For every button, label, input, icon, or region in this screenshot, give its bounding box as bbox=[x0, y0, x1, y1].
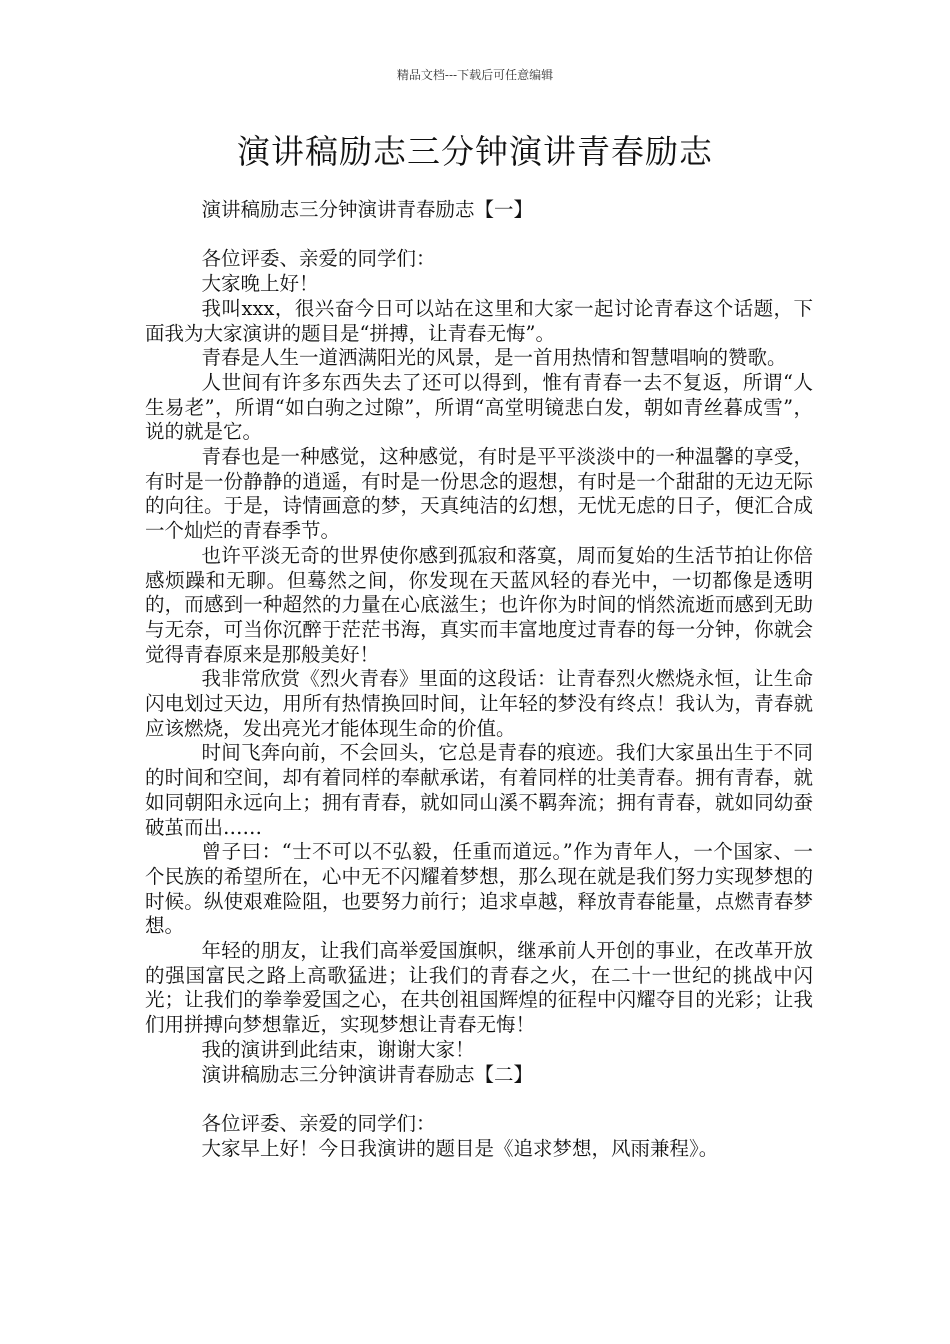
section-heading-2: 演讲稿励志三分钟演讲青春励志【二】 bbox=[201, 1062, 534, 1086]
paragraph: 也许平淡无奇的世界使你感到孤寂和落寞，周而复始的生活节拍让你倍感烦躁和无聊。但蓦然之间，你发现在天蓝风轻的春光中，一切都像是透明的，而感到一种超然的力量在心底滋生；也许你为时间的悄然流逝而感到无助与无奈，可当你沉醉于茫茫书海，真实而丰富地度过青春的每一分钟，你就会觉得青春原来是那般美好！ bbox=[145, 543, 813, 666]
paragraph: 青春是人生一道洒满阳光的风景，是一首用热情和智慧唱响的赞歌。 bbox=[201, 346, 787, 370]
paragraph: 曾子曰：“士不可以不弘毅，任重而道远。”作为青年人，一个国家、一个民族的希望所在，心中无不闪耀着梦想，那么现在就是我们努力实现梦想的时候。纵使艰难险阻，也要努力前行；追求卓越，释放青春能量，点燃青春梦想。 bbox=[145, 840, 813, 938]
paragraph: 人世间有许多东西失去了还可以得到，惟有青春一去不复返，所谓“人生易老”，所谓“如白驹之过隙”，所谓“高堂明镜悲白发，朝如青丝暮成雪”，说的就是它。 bbox=[145, 370, 813, 444]
salutation: 各位评委、亲爱的同学们： bbox=[201, 247, 436, 271]
paragraph: 我非常欣赏《烈火青春》里面的这段话：让青春烈火燃烧永恒，让生命闪电划过天边，用所有热情换回时间，让年轻的梦没有终点！我认为，青春就应该燃烧，发出亮光才能体现生命的价值。 bbox=[145, 667, 813, 740]
page-header-note: 精品文档---下载后可任意编辑 bbox=[396, 68, 554, 82]
greeting: 大家早上好！今日我演讲的题目是《追求梦想，风雨兼程》。 bbox=[201, 1136, 719, 1160]
document-title: 演讲稿励志三分钟演讲青春励志 bbox=[237, 132, 713, 171]
blank-line bbox=[145, 1087, 813, 1112]
paragraph: 我叫xxx，很兴奋今日可以站在这里和大家一起讨论青春这个话题，下面我为大家演讲的题目是“拼搏，让青春无悔”。 bbox=[145, 296, 813, 345]
paragraph: 青春也是一种感觉，这种感觉，有时是平平淡淡中的一种温馨的享受，有时是一份静静的逍遥，有时是一份思念的遐想，有时是一个甜甜的无边无际的向往。于是，诗情画意的梦，天真纯洁的幻想，无忧无虑的日子，便汇合成一个灿烂的青春季节。 bbox=[145, 445, 813, 543]
closing-line: 我的演讲到此结束，谢谢大家！ bbox=[201, 1037, 475, 1061]
greeting: 大家晚上好！ bbox=[201, 272, 319, 296]
blank-line bbox=[145, 223, 813, 248]
document-body bbox=[145, 198, 813, 1161]
salutation: 各位评委、亲爱的同学们： bbox=[201, 1111, 436, 1135]
paragraph: 时间飞奔向前，不会回头，它总是青春的痕迹。我们大家虽出生于不同的时间和空间，却有着同样的奉献承诺，有着同样的壮美青春。拥有青春，就如同朝阳永远向上；拥有青春，就如同山溪不羁奔流；拥有青春，就如同幼蚕破茧而出…… bbox=[145, 741, 813, 839]
paragraph: 年轻的朋友，让我们高举爱国旗帜，继承前人开创的事业，在改革开放的强国富民之路上高歌猛进；让我们的青春之火，在二十一世纪的挑战中闪光；让我们的拳拳爱国之心，在共创祖国辉煌的征程中闪耀夺目的光彩；让我们用拼搏向梦想靠近，实现梦想让青春无悔！ bbox=[145, 939, 813, 1037]
section-heading-1: 演讲稿励志三分钟演讲青春励志【一】 bbox=[201, 198, 534, 221]
